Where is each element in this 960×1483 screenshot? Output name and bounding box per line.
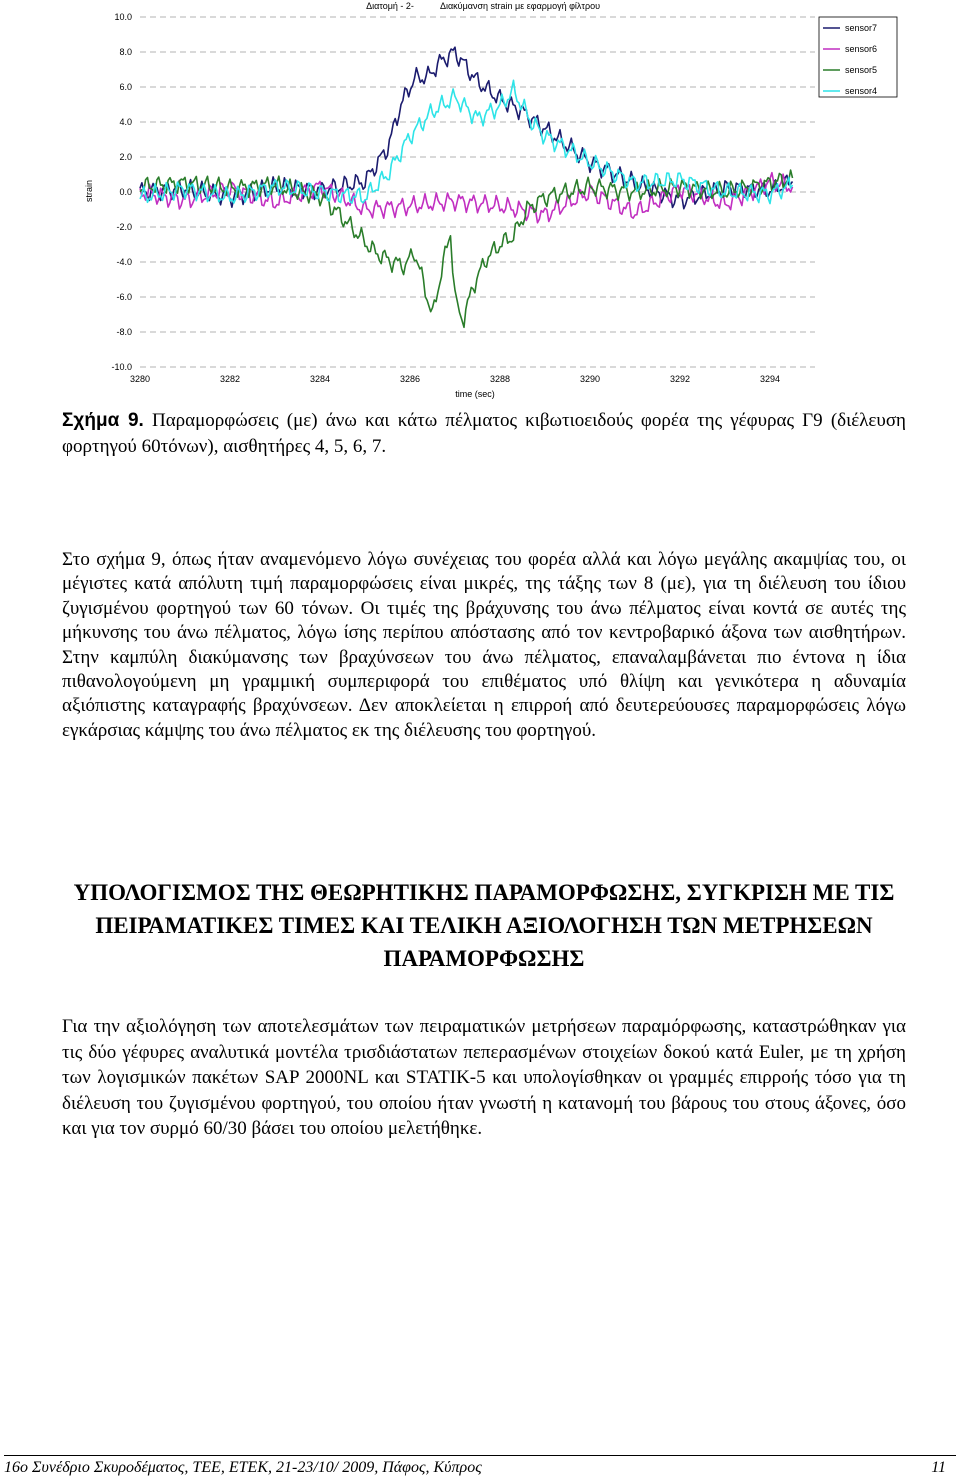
y-tick-label: 6.0 <box>119 82 132 92</box>
y-tick-label: 4.0 <box>119 117 132 127</box>
body-paragraph-2: Για την αξιολόγηση των αποτελεσμάτων των πειραματικών μετρήσεων παραμόρφωσης, καταστρώθηκαν για τις δύο γέφυρες αναλυτικά μοντέλα τρισδιάστατων πεπερασμένων στοιχείων δοκού κατά Euler, με τη χρήση των λογισμικών πακέτων SAP 2000NL και STATIK-5 και υπολογίσθηκαν οι γραμμές επιρροής τόσο για τη διέλευση του ζυγισμένου φορτηγού, του οποίου ήταν γνωστή η κατανομή του βάρους του στους άξονες, όσο και για τον συρμό 60/30 βάσει του οποίου μελετήθηκε. <box>62 1016 906 1139</box>
y-tick-label: -10.0 <box>111 362 132 372</box>
y-axis-label: strain <box>84 179 94 203</box>
x-tick-label: 3294 <box>759 374 781 384</box>
footer-rule <box>4 1455 956 1456</box>
y-tick-label: 2.0 <box>119 152 132 162</box>
page-footer <box>0 1455 960 1483</box>
figure-label: Σχήμα 9. <box>62 410 144 431</box>
chart-subtitle: Διακύμανση strain με εφαρμογή φίλτρου <box>439 1 601 11</box>
x-tick-label: 3280 <box>129 374 151 384</box>
x-tick-label: 3290 <box>579 374 601 384</box>
figure-caption <box>62 408 906 460</box>
x-axis-label: time (sec) <box>455 389 495 399</box>
x-tick-label: 3292 <box>669 374 691 384</box>
grid-lines <box>140 17 815 367</box>
footer-conference: 16ο Συνέδριο Σκυροδέματος, ΤΕΕ, ΕΤΕΚ, 21-23/10/ 2009, Πάφος, Κύπρος <box>4 1459 482 1476</box>
body-paragraph-1: Στο σχήμα 9, όπως ήταν αναμενόμενο λόγω συνέχειας του φορέα αλλά και λόγω μεγάλης ακαμψίας του, οι μέγιστες κατά απόλυτη τιμή παραμορφώσεις είναι μικρές, της τάξης των 8 (με), για τη διέλευση του ίδιου ζυγισμένου φορτηγού των 60 τόνων. Οι τιμές της βράχυνσης του άνω πέλματος είναι κοντά σε αυτές της μήκυνσης του άνω πέλματος, λόγω ίσης περίπου απόστασης από τον κεντροβαρικό άξονα των αισθητήρων. Στην καμπύλη διακύμανσης των βραχύνσεων του άνω πέλματος, επαναλαμβάνεται πιο έντονα η ίδια πιθανολογούμενη μη γραμμική συμπεριφορά του επιθέματος υπό θλίψη και γενικότερα η αδυναμία αξιόπιστης καταγραφής βραχύνσεων. Δεν αποκλείεται η επιρροή από δευτερεύουσες παραμορφώσεις λόγω εγκάρσιας κάμψης του άνω πέλματος εκ της διέλευσης του φορτηγού. <box>62 549 906 741</box>
y-tick-labels <box>111 12 132 372</box>
x-tick-label: 3282 <box>219 374 241 384</box>
y-tick-label: 0.0 <box>119 187 132 197</box>
x-tick-label: 3284 <box>309 374 331 384</box>
y-tick-label: -2.0 <box>116 222 132 232</box>
page-number: 11 <box>931 1459 946 1476</box>
y-tick-label: 10.0 <box>114 12 132 22</box>
x-tick-label: 3288 <box>489 374 511 384</box>
y-tick-label: 8.0 <box>119 47 132 57</box>
y-tick-label: -4.0 <box>116 257 132 267</box>
chart-title: Διατομή - 2- <box>366 1 414 11</box>
strain-chart <box>0 0 960 400</box>
x-tick-label: 3286 <box>399 374 421 384</box>
section-heading: ΥΠΟΛΟΓΙΣΜΟΣ ΤΗΣ ΘΕΩΡΗΤΙΚΗΣ ΠΑΡΑΜΟΡΦΩΣΗΣ, ΣΥΓΚΡΙΣΗ ΜΕ ΤΙΣ ΠΕΙΡΑΜΑΤΙΚΕΣ ΤΙΜΕΣ ΚΑΙ ΤΕΛΙΚΗ ΑΞΙΟΛΟΓΗΣΗ ΤΩΝ ΜΕΤΡΗΣΕΩΝ ΠΑΡΑΜΟΡΦΩΣΗΣ <box>73 880 895 971</box>
data-series <box>140 47 793 327</box>
legend-label: sensor6 <box>845 44 878 54</box>
legend-label: sensor4 <box>845 86 878 96</box>
series-line-sensor7 <box>140 47 793 209</box>
legend-label: sensor7 <box>845 23 878 33</box>
y-tick-label: -6.0 <box>116 292 132 302</box>
figure-caption-text: Παραμορφώσεις (με) άνω και κάτω πέλματος κιβωτιοειδούς φορέα της γέφυρας Γ9 (διέλευση φορτηγού 60τόνων), αισθητήρες 4, 5, 6, 7. <box>62 410 906 457</box>
legend-label: sensor5 <box>845 65 878 75</box>
x-tick-labels <box>130 374 780 384</box>
y-tick-label: -8.0 <box>116 327 132 337</box>
